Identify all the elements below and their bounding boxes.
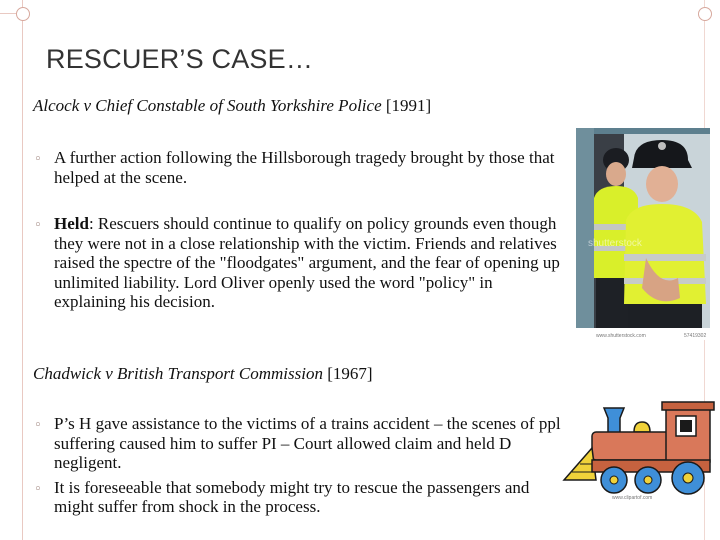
photo-credit-url: www.shutterstock.com (596, 333, 646, 339)
bullet-icon: ◦ (34, 481, 42, 497)
photo-credit-id: 57419302 (684, 333, 707, 339)
alcock-bullet-list (34, 148, 564, 312)
bullet-text: P’s H gave assistance to the victims of a trains accident – the scenes of ppl suffering caused him to suffer PI – Court allowed claim and held D negligent. (54, 414, 561, 472)
toy-credit: www.clipartof.com (612, 495, 653, 501)
chadwick-bullet-list (34, 414, 569, 517)
toy-train-clipart (562, 398, 718, 502)
case-name: Alcock v Chief Constable of South Yorkshire Police (33, 96, 382, 115)
police-officers-photo (576, 128, 710, 340)
corner-circle-decor-right (698, 7, 712, 21)
case-heading-alcock (33, 96, 431, 116)
case-year: [1991] (385, 96, 432, 115)
case-year: [1967] (327, 364, 373, 383)
photo-watermark: shutterstock (588, 238, 642, 249)
bullet-icon: ◦ (34, 418, 42, 433)
left-decor-line (22, 0, 23, 540)
list-item (34, 414, 569, 473)
slide-title: RESCUER’S CASE… (46, 44, 314, 74)
held-label: Held (54, 214, 89, 233)
list-item (34, 478, 569, 517)
corner-circle-decor (16, 7, 30, 21)
list-item (34, 214, 564, 312)
case-name: Chadwick v British Transport Commission (33, 364, 323, 383)
bullet-icon: ◦ (34, 152, 42, 167)
bullet-icon: ◦ (34, 218, 42, 233)
bullet-text: : Rescuers should continue to qualify on policy grounds even though they were not in a close relationship with the victim. Friends and relatives raised the spectre of the "floodgates" argument, and the fear of opening up unlimited liability. Lord Oliver openly used the word "policy" in explaining his decision. (54, 214, 560, 311)
bullet-text: A further action following the Hillsborough tragedy brought by those that helped at the scene. (54, 148, 555, 187)
list-item (34, 148, 564, 187)
case-heading-chadwick (33, 364, 373, 384)
bullet-text: It is foreseeable that somebody might try to rescue the passengers and might suffer from shock in the process. (54, 477, 530, 516)
